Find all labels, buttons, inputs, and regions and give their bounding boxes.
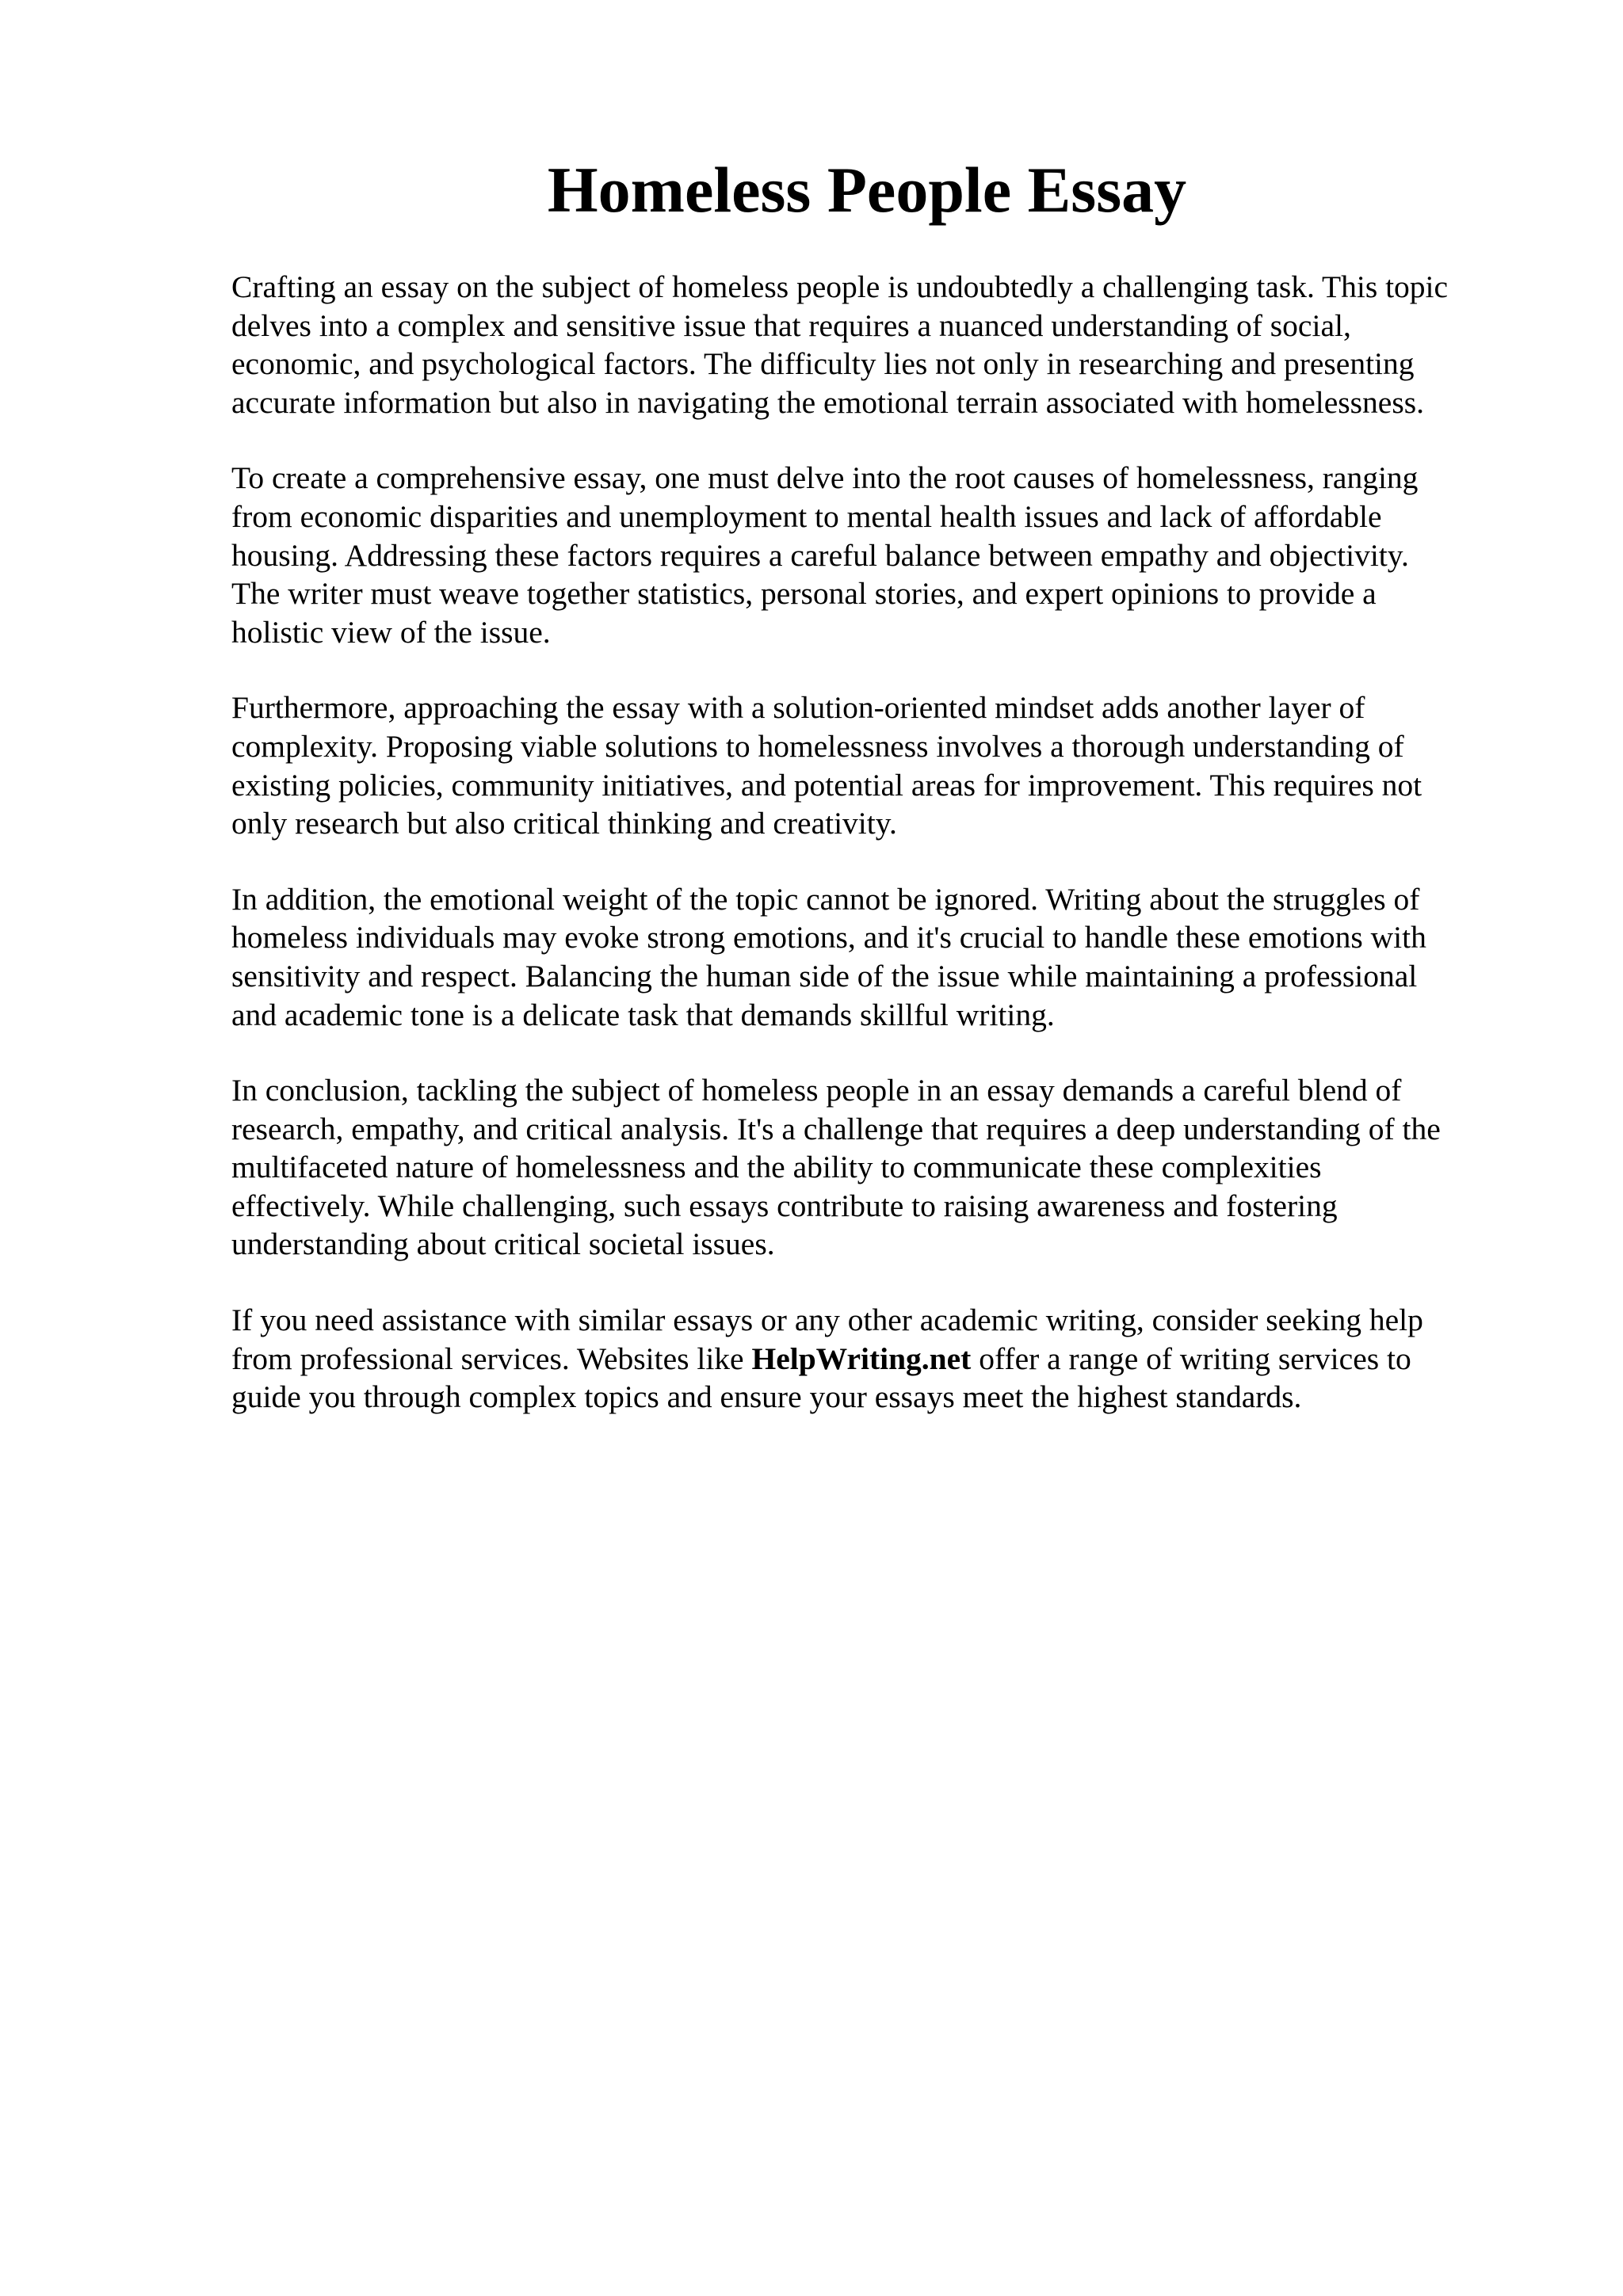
- paragraph-line: complexity. Proposing viable solutions to homelessness involves a thorough understanding of: [231, 728, 1404, 764]
- closing-text-before-brand: from professional services. Websites like: [231, 1341, 752, 1376]
- essay-body: [231, 268, 1515, 1454]
- paragraph-closing: [231, 1301, 1515, 1417]
- paragraph-line: only research but also critical thinking and creativity.: [231, 806, 897, 841]
- paragraph-4: [231, 880, 1515, 1034]
- paragraph-2: [231, 459, 1515, 651]
- paragraph-line: holistic view of the issue.: [231, 614, 551, 650]
- paragraph-line: existing policies, community initiatives, and potential areas for improvement. This requires not: [231, 767, 1423, 803]
- paragraph-5: [231, 1071, 1515, 1264]
- paragraph-3: [231, 688, 1515, 842]
- paragraph-line: effectively. While challenging, such essays contribute to raising awareness and fostering: [231, 1188, 1338, 1223]
- paragraph-line: research, empathy, and critical analysis. It's a challenge that requires a deep understanding of the: [231, 1111, 1441, 1146]
- paragraph-1: [231, 268, 1515, 421]
- paragraph-line: housing. Addressing these factors requires a careful balance between empathy and objectivity.: [231, 537, 1409, 573]
- paragraph-line: Crafting an essay on the subject of homeless people is undoubtedly a challenging task. This topic: [231, 269, 1449, 304]
- paragraph-line: accurate information but also in navigating the emotional terrain associated with homelessness.: [231, 384, 1424, 420]
- paragraph-line: If you need assistance with similar essays or any other academic writing, consider seeking help: [231, 1302, 1423, 1338]
- helpwriting-brand: HelpWriting.net: [751, 1341, 972, 1376]
- paragraph-line: from economic disparities and unemployment to mental health issues and lack of affordable: [231, 498, 1382, 534]
- paragraph-line: delves into a complex and sensitive issue that requires a nuanced understanding of social,: [231, 307, 1351, 343]
- paragraph-line: understanding about critical societal issues.: [231, 1226, 775, 1262]
- paragraph-line: guide you through complex topics and ensure your essays meet the highest standards.: [231, 1379, 1302, 1415]
- paragraph-line: The writer must weave together statistics, personal stories, and expert opinions to provide a: [231, 576, 1377, 612]
- paragraph-line: In addition, the emotional weight of the topic cannot be ignored. Writing about the struggles of: [231, 881, 1420, 917]
- paragraph-line: In conclusion, tackling the subject of homeless people in an essay demands a careful blend of: [231, 1073, 1402, 1108]
- page-title: Homeless People Essay: [547, 154, 1187, 226]
- paragraph-line: and academic tone is a delicate task that demands skillful writing.: [231, 997, 1055, 1032]
- paragraph-line: To create a comprehensive essay, one must delve into the root causes of homelessness, ranging: [231, 460, 1419, 496]
- paragraph-line: economic, and psychological factors. The difficulty lies not only in researching and presenting: [231, 346, 1415, 382]
- closing-text-after-brand: offer a range of writing services to: [971, 1341, 1411, 1376]
- paragraph-line: homeless individuals may evoke strong emotions, and it's crucial to handle these emotions with: [231, 920, 1426, 955]
- paragraph-line: sensitivity and respect. Balancing the human side of the issue while maintaining a professional: [231, 958, 1418, 994]
- paragraph-line: [231, 1340, 1515, 1379]
- paragraph-line: Furthermore, approaching the essay with a solution-oriented mindset adds another layer of: [231, 690, 1365, 726]
- paragraph-line: multifaceted nature of homelessness and the ability to communicate these complexities: [231, 1150, 1322, 1185]
